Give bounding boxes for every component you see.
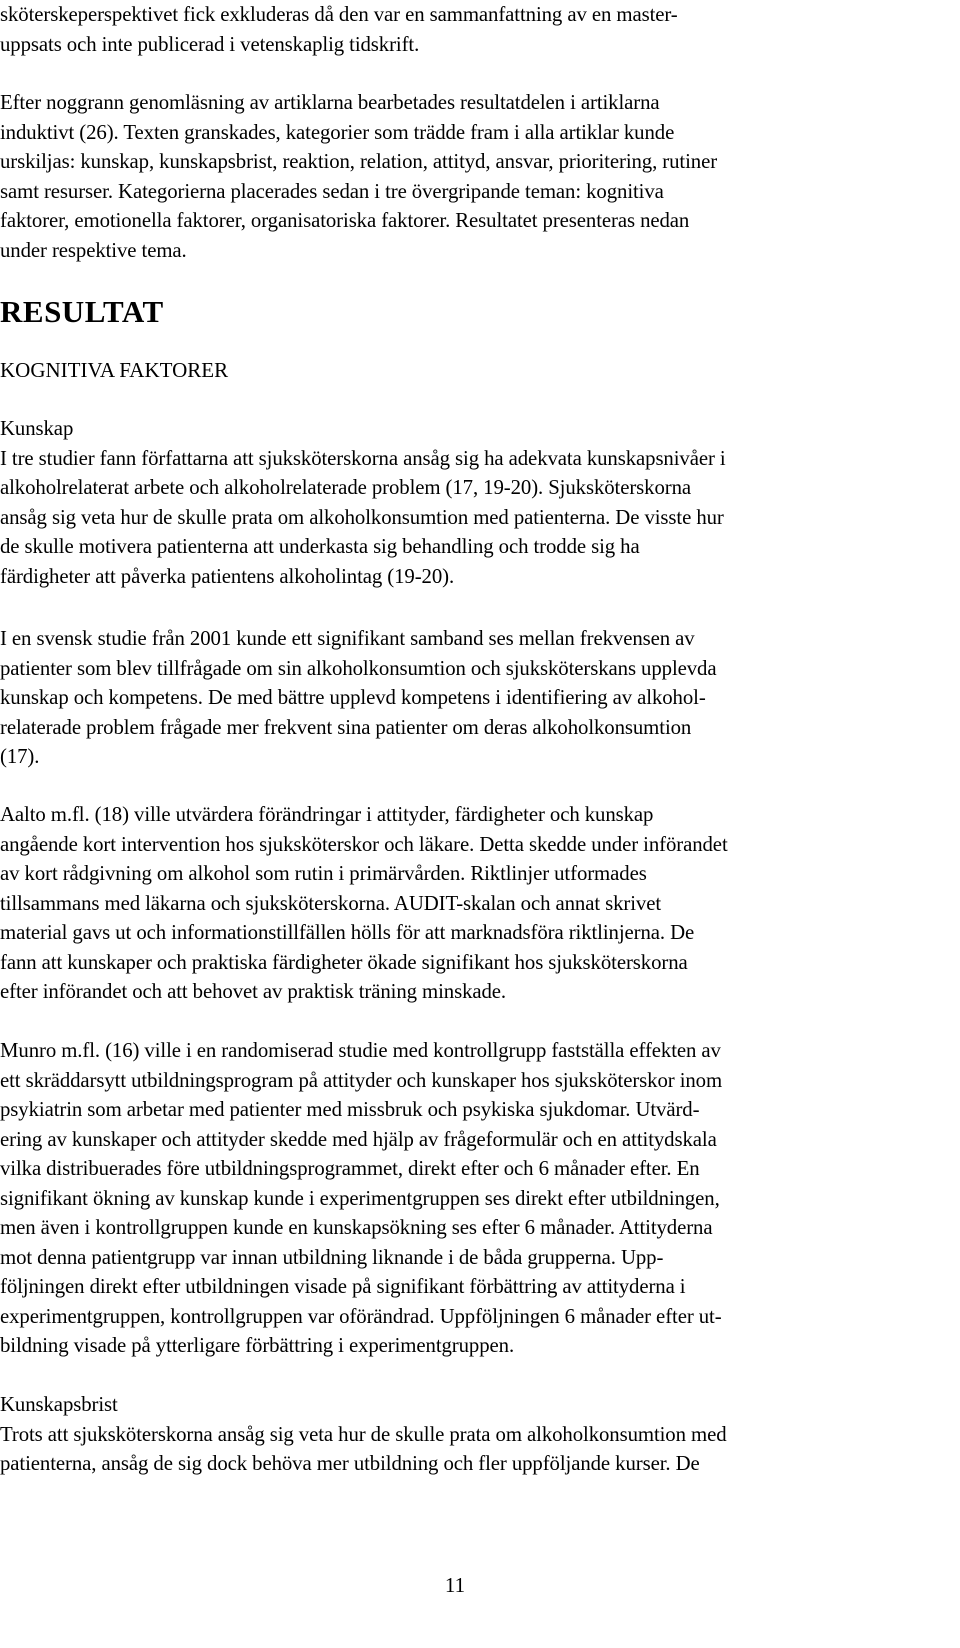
text-line: urskiljas: kunskap, kunskapsbrist, reaktion, relation, attityd, ansvar, prioritering, rutiner [0,150,718,173]
text-line: ering av kunskaper och attityder skedde med hjälp av frågeformulär och en attitydskala [0,1127,717,1151]
text-line: kunskap och kompetens. De med bättre upplevd kompetens i identifiering av alkohol- [0,686,706,709]
text-line: färdigheter att påverka patientens alkoholintag (19-20). [0,564,455,588]
method-paragraph [0,88,950,265]
text-line: följningen direkt efter utbildningen visade på signifikant förbättring av attityderna i [0,1275,686,1298]
text-line: vilka distribuerades före utbildningsprogrammet, direkt efter och 6 månader efter. En [0,1157,700,1180]
text-line: signifikant ökning av kunskap kunde i experimentgruppen ses direkt efter utbildningen, [0,1186,720,1210]
text-line: uppsats och inte publicerad i vetenskaplig tidskrift. [0,32,420,56]
text-line: bildning visade på ytterligare förbättring i experimentgruppen. [0,1334,515,1357]
text-line: material gavs ut och informationstillfällen hölls för att marknadsföra riktlinjerna. De [0,921,695,944]
text-line: Munro m.fl. (16) ville i en randomiserad studie med kontrollgrupp fastställa effekten av [0,1039,721,1062]
kunskapsbrist-section [0,1390,950,1479]
text-line: Aalto m.fl. (18) ville utvärdera förändringar i attityder, färdigheter och kunskap [0,803,654,826]
text-line: I en svensk studie från 2001 kunde ett signifikant samband ses mellan frekvensen av [0,627,695,650]
text-line: efter införandet och att behovet av praktisk träning minskade. [0,980,507,1003]
text-line: (17). [0,745,40,768]
text-line: under respektive tema. [0,238,187,262]
text-line: ansåg sig veta hur de skulle prata om alkoholkonsumtion med patienterna. De visste hur [0,505,724,529]
text-line: experimentgruppen, kontrollgruppen var oförändrad. Uppföljningen 6 månader efter ut- [0,1304,722,1328]
text-line: sköterskeperspektivet fick exkluderas då den var en sammanfattning av en master- [0,3,678,26]
text-line: samt resurser. Kategorierna placerades sedan i tre övergripande teman: kognitiva [0,179,664,203]
text-line: fann att kunskaper och praktiska färdigheter ökade signifikant hos sjuksköterskorna [0,950,688,974]
text-line: Efter noggrann genomläsning av artiklarna bearbetades resultatdelen i artiklarna [0,91,660,114]
text-line: ett skräddarsytt utbildningsprogram på attityder och kunskaper hos sjuksköterskor inom [0,1068,723,1092]
text-line: faktorer, emotionella faktorer, organisatoriska faktorer. Resultatet presenteras nedan [0,209,690,232]
text-line: patienter som blev tillfrågade om sin alkoholkonsumtion och sjuksköterskans upplevda [0,656,717,680]
intro-paragraph [0,0,950,59]
aalto-paragraph [0,800,950,1007]
page-number: 11 [444,1573,466,1597]
text-line: tillsammans med läkarna och sjuksköterskorna. AUDIT-skalan och annat skrivet [0,891,662,915]
swedish-study-paragraph [0,624,950,772]
subheading-kunskap: Kunskap [0,417,74,440]
subsection-heading-cognitive: KOGNITIVA FAKTORER [0,358,229,382]
text-line: Trots att sjuksköterskorna ansåg sig veta hur de skulle prata om alkoholkonsumtion med [0,1422,727,1446]
text-line: relaterade problem frågade mer frekvent sina patienter om deras alkoholkonsumtion [0,715,692,739]
text-line: de skulle motivera patienterna att underkasta sig behandling och trodde sig ha [0,535,640,558]
section-heading-result: RESULTAT [0,294,164,329]
text-line: mot denna patientgrupp var innan utbildning liknande i de båda grupperna. Upp- [0,1245,664,1269]
subheading-kunskapsbrist: Kunskapsbrist [0,1393,118,1416]
text-line: men även i kontrollgruppen kunde en kunskapsökning ses efter 6 månader. Attityderna [0,1216,713,1239]
text-line: angående kort intervention hos sjuksköterskor och läkare. Detta skedde under införandet [0,832,728,856]
text-line: psykiatrin som arbetar med patienter med missbruk och psykiska sjukdomar. Utvärd- [0,1098,700,1121]
text-line: induktivt (26). Texten granskades, kategorier som trädde fram i alla artiklar kunde [0,120,675,144]
text-line: I tre studier fann författarna att sjuksköterskorna ansåg sig ha adekvata kunskapsnivåer i [0,446,726,470]
text-line: patienterna, ansåg de sig dock behöva mer utbildning och fler uppföljande kurser. De [0,1452,700,1475]
text-line: alkoholrelaterat arbete och alkoholrelaterade problem (17, 19-20). Sjuksköterskorna [0,476,692,499]
munro-paragraph [0,1036,950,1361]
text-line: av kort rådgivning om alkohol som rutin i primärvården. Riktlinjer utformades [0,862,647,885]
kunskap-section [0,414,950,591]
